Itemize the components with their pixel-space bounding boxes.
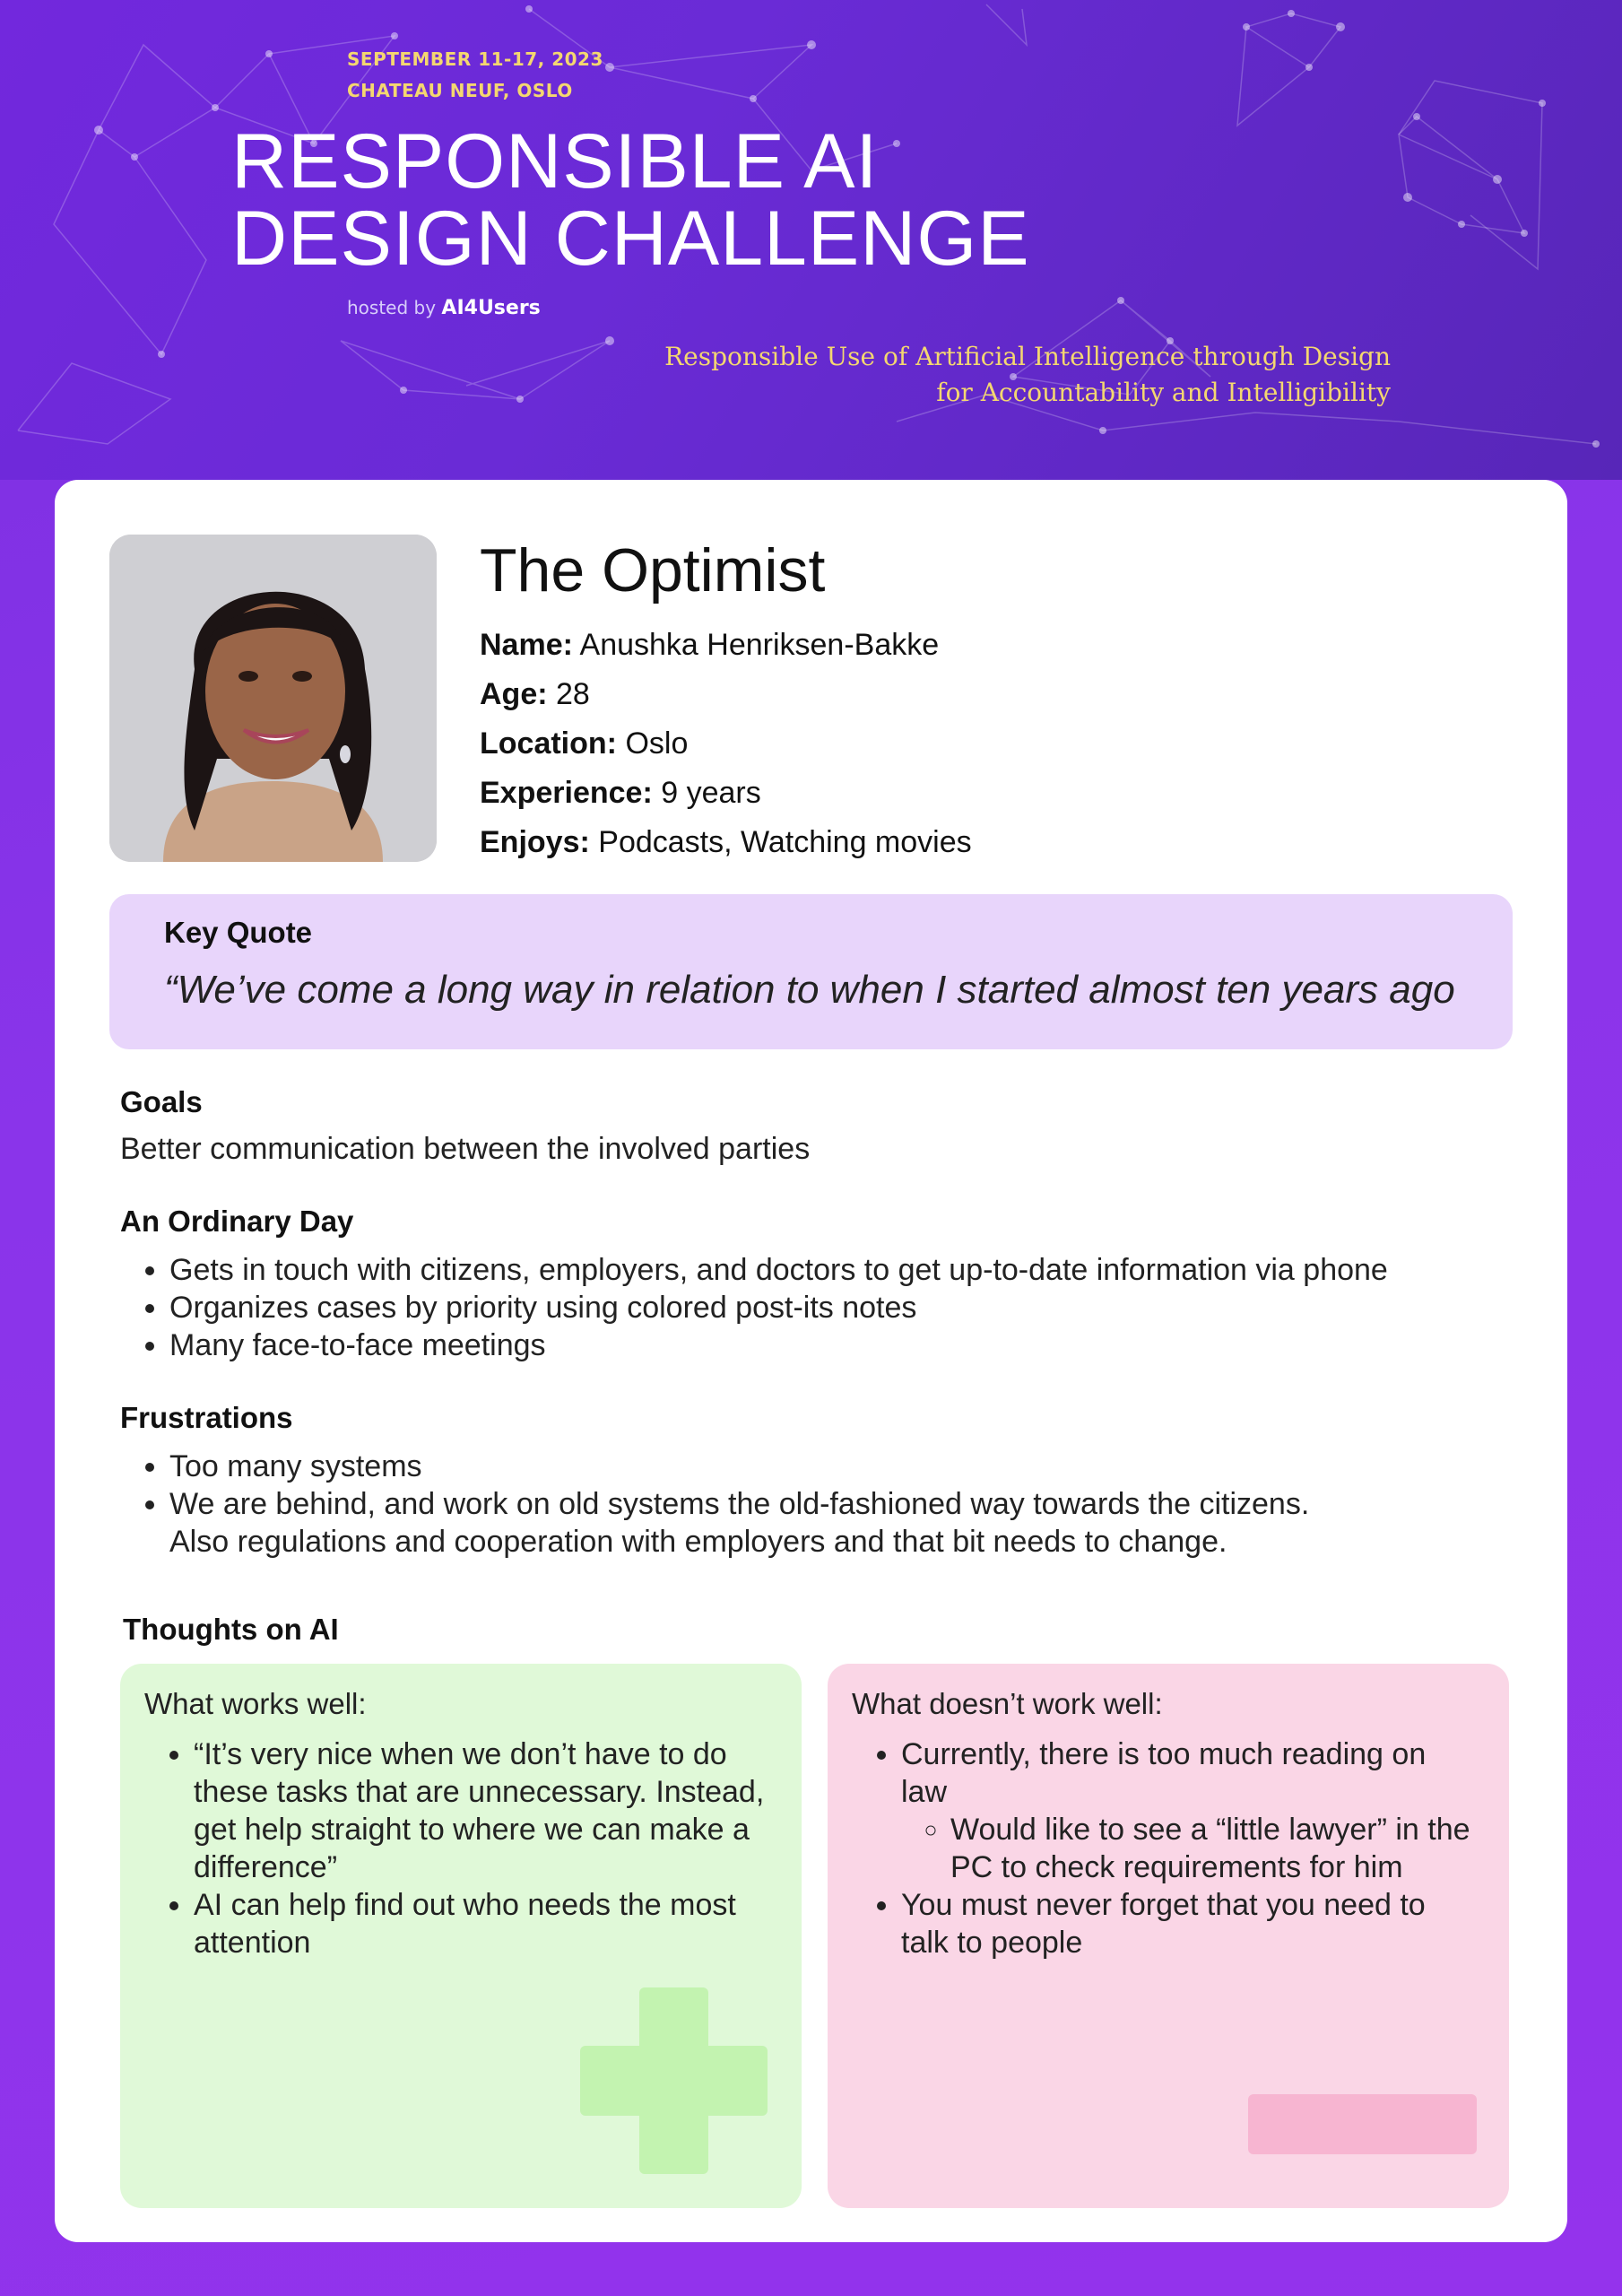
event-venue: CHATEAU NEUF, OSLO xyxy=(347,80,573,101)
fact-label: Age: xyxy=(480,677,548,711)
list-item xyxy=(901,1735,1475,1886)
fact-label: Location: xyxy=(480,726,617,761)
persona-title: The Optimist xyxy=(480,536,826,604)
list-item: • Organizes cases by priority using colored post-its notes xyxy=(169,1289,1514,1326)
key-quote-box xyxy=(109,894,1513,1049)
ordinary-day-list xyxy=(120,1251,1514,1364)
works-well-heading: What works well: xyxy=(144,1687,367,1720)
challenge-title xyxy=(231,118,1030,282)
fact-location xyxy=(480,726,688,761)
tagline-line-1: Responsible Use of Artificial Intelligence through Design xyxy=(664,342,1391,371)
works-well-panel xyxy=(120,1664,802,2208)
header-banner xyxy=(0,0,1622,480)
list-item: • “It’s very nice when we don’t have to do these tasks that are unnecessary. Instead, get help straight to where we can make a difference” xyxy=(194,1735,768,1886)
list-item-text: Currently, there is too much reading on law xyxy=(901,1737,1427,1809)
fact-value: 28 xyxy=(556,677,590,711)
fact-age xyxy=(480,677,590,712)
hosted-by xyxy=(347,297,541,319)
list-item-line: Also regulations and cooperation with employers and that bit needs to change. xyxy=(169,1525,1227,1559)
key-quote-label: Key Quote xyxy=(164,916,313,949)
fact-value: 9 years xyxy=(661,776,761,810)
fact-name xyxy=(480,628,939,663)
list-item: • Gets in touch with citizens, employers, and doctors to get up-to-date information via phone xyxy=(169,1251,1514,1289)
ordinary-day-heading: An Ordinary Day xyxy=(120,1205,354,1238)
list-item: • Many face-to-face meetings xyxy=(169,1326,1514,1364)
list-item: • Too many systems xyxy=(169,1448,1514,1485)
persona-card xyxy=(55,480,1567,2242)
plus-icon-bar xyxy=(580,2046,768,2116)
doesnt-work-panel xyxy=(828,1664,1509,2208)
fact-value: Podcasts, Watching movies xyxy=(598,825,972,859)
list-item: • AI can help find out who needs the most attention xyxy=(194,1886,768,1961)
frustrations-list xyxy=(120,1448,1514,1561)
doesnt-work-heading: What doesn’t work well: xyxy=(852,1687,1163,1720)
key-quote-text: “We’ve come a long way in relation to when I started almost ten years ago xyxy=(164,968,1455,1012)
goals-heading: Goals xyxy=(120,1085,203,1118)
fact-enjoys xyxy=(480,825,972,860)
list-item xyxy=(169,1485,1514,1561)
sub-list xyxy=(901,1811,1475,1886)
portrait-photo-icon xyxy=(109,535,437,862)
list-item: • You must never forget that you need to talk to people xyxy=(901,1886,1475,1961)
thoughts-heading: Thoughts on AI xyxy=(123,1613,339,1646)
fact-value: Anushka Henriksen-Bakke xyxy=(579,628,940,662)
tagline-line-2: for Accountability and Intelligibility xyxy=(936,378,1391,407)
fact-label: Name: xyxy=(480,628,573,662)
tagline xyxy=(584,339,1391,411)
list-item-line: We are behind, and work on old systems the old-fashioned way towards the citizens. xyxy=(169,1487,1310,1521)
title-line-2: DESIGN CHALLENGE xyxy=(231,196,1030,282)
fact-value: Oslo xyxy=(625,726,689,761)
fact-label: Enjoys: xyxy=(480,825,590,859)
fact-label: Experience: xyxy=(480,776,653,810)
fact-experience xyxy=(480,776,761,811)
event-date: SEPTEMBER 11-17, 2023 xyxy=(347,48,603,70)
minus-icon xyxy=(1248,2094,1477,2154)
goals-text: Better communication between the involved parties xyxy=(120,1132,811,1166)
works-well-list xyxy=(144,1735,768,1961)
frustrations-heading: Frustrations xyxy=(120,1401,293,1434)
title-line-1: RESPONSIBLE AI xyxy=(231,118,879,204)
host-name: AI4Users xyxy=(441,297,541,319)
doesnt-work-list xyxy=(852,1735,1475,1961)
hosted-prefix: hosted by xyxy=(347,297,437,318)
sub-list-item: ◦ Would like to see a “little lawyer” in the PC to check requirements for him xyxy=(950,1811,1475,1886)
